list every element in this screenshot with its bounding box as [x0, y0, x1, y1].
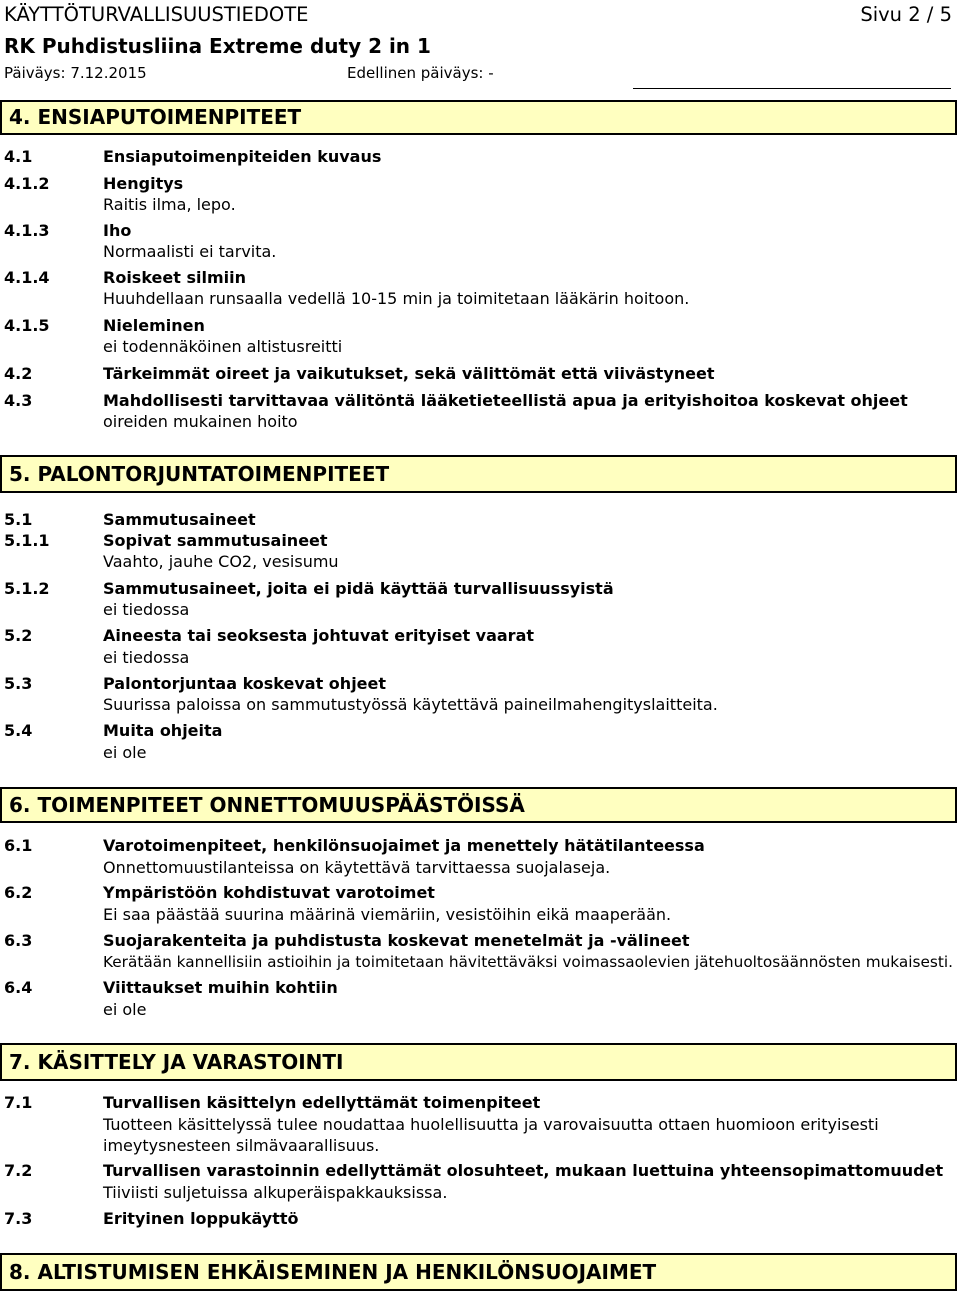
item-title: Viittaukset muihin kohtiin	[103, 978, 338, 997]
item-number: 7.1	[4, 1093, 33, 1112]
section-4-heading: 4. ENSIAPUTOIMENPITEET	[0, 100, 957, 135]
item-text: ei ole	[103, 743, 147, 762]
item-text: Onnettomuustilanteissa on käytettävä tarvittaessa suojalaseja.	[103, 858, 611, 877]
item-title: Mahdollisesti tarvittavaa välitöntä lääketieteellistä apua ja erityishoitoa koskevat ohjeet	[103, 391, 908, 410]
section-5-heading: 5. PALONTORJUNTATOIMENPITEET	[0, 455, 957, 493]
document-type: KÄYTTÖTURVALLISUUSTIEDOTE	[4, 3, 309, 26]
item-text: Suurissa paloissa on sammutustyössä käytettävä paineilmahengityslaitteita.	[103, 695, 718, 714]
item-title: Palontorjuntaa koskevat ohjeet	[103, 674, 387, 693]
section-7-heading: 7. KÄSITTELY JA VARASTOINTI	[0, 1043, 957, 1081]
item-text: Vaahto, jauhe CO2, vesisumu	[103, 552, 339, 571]
product-name: RK Puhdistusliina Extreme duty 2 in 1	[4, 34, 431, 58]
item-number: 5.1.2	[4, 579, 50, 598]
item-title: Roiskeet silmiin	[103, 268, 246, 287]
item-number: 4.1	[4, 147, 33, 166]
item-number: 6.2	[4, 883, 33, 902]
item-title: Sammutusaineet, joita ei pidä käyttää turvallisuussyistä	[103, 579, 614, 598]
item-number: 4.1.2	[4, 174, 50, 193]
item-title: Turvallisen varastoinnin edellyttämät olosuhteet, mukaan luettuina yhteensopimattomuudet	[103, 1161, 944, 1180]
item-text: Normaalisti ei tarvita.	[103, 242, 277, 261]
item-title: Tärkeimmät oireet ja vaikutukset, sekä välittömät että viivästyneet	[103, 364, 715, 383]
item-text: oireiden mukainen hoito	[103, 412, 298, 431]
item-number: 4.1.3	[4, 221, 50, 240]
item-title: Sammutusaineet	[103, 510, 256, 529]
item-number: 6.3	[4, 931, 33, 950]
item-number: 5.3	[4, 674, 33, 693]
item-number: 5.1.1	[4, 531, 50, 550]
item-number: 4.3	[4, 391, 33, 410]
page-number: Sivu 2 / 5	[860, 3, 952, 26]
item-text: Tuotteen käsittelyssä tulee noudattaa huolellisuutta ja varovaisuutta ottaen huomioon erityisesti imeytysnesteen silmävaarallisuus.	[103, 1115, 879, 1155]
item-number: 7.3	[4, 1209, 33, 1228]
section-8-heading: 8. ALTISTUMISEN EHKÄISEMINEN JA HENKILÖNSUOJAIMET	[0, 1253, 957, 1291]
item-number: 6.1	[4, 836, 33, 855]
item-number: 5.2	[4, 626, 33, 645]
item-text: Kerätään kannellisiin astioihin ja toimitetaan hävitettäväksi voimassaolevien jätehuoltosäännösten mukaisesti.	[103, 953, 953, 971]
item-text: Huuhdellaan runsaalla vedellä 10-15 min ja toimitetaan lääkärin hoitoon.	[103, 289, 690, 308]
item-text: Ei saa päästää suurina määrinä viemäriin, vesistöihin eikä maaperään.	[103, 905, 672, 924]
item-title: Nieleminen	[103, 316, 205, 335]
date: Päiväys: 7.12.2015	[4, 64, 147, 82]
item-text: ei tiedossa	[103, 648, 190, 667]
item-text: Raitis ilma, lepo.	[103, 195, 236, 214]
item-text: ei ole	[103, 1000, 147, 1019]
item-number: 7.2	[4, 1161, 33, 1180]
item-text: ei tiedossa	[103, 600, 190, 619]
item-title: Muita ohjeita	[103, 721, 223, 740]
section-6-heading: 6. TOIMENPITEET ONNETTOMUUSPÄÄSTÖISSÄ	[0, 787, 957, 823]
item-title: Erityinen loppukäyttö	[103, 1209, 299, 1228]
item-title: Varotoimenpiteet, henkilönsuojaimet ja menettely hätätilanteessa	[103, 836, 705, 855]
item-number: 4.2	[4, 364, 33, 383]
item-text: ei todennäköinen altistusreitti	[103, 337, 343, 356]
item-title: Ensiaputoimenpiteiden kuvaus	[103, 147, 382, 166]
item-title: Iho	[103, 221, 132, 240]
item-title: Hengitys	[103, 174, 184, 193]
item-number: 6.4	[4, 978, 33, 997]
item-title: Sopivat sammutusaineet	[103, 531, 328, 550]
item-title: Turvallisen käsittelyn edellyttämät toimenpiteet	[103, 1093, 541, 1112]
item-number: 5.4	[4, 721, 33, 740]
item-text: Tiiviisti suljetuissa alkuperäispakkauksissa.	[103, 1183, 448, 1202]
item-title: Ympäristöön kohdistuvat varotoimet	[103, 883, 435, 902]
item-number: 5.1	[4, 510, 33, 529]
item-title: Aineesta tai seoksesta johtuvat erityiset vaarat	[103, 626, 535, 645]
item-number: 4.1.5	[4, 316, 50, 335]
header-divider	[633, 88, 951, 89]
item-number: 4.1.4	[4, 268, 50, 287]
previous-date: Edellinen päiväys: -	[347, 64, 494, 82]
item-title: Suojarakenteita ja puhdistusta koskevat menetelmät ja -välineet	[103, 931, 690, 950]
